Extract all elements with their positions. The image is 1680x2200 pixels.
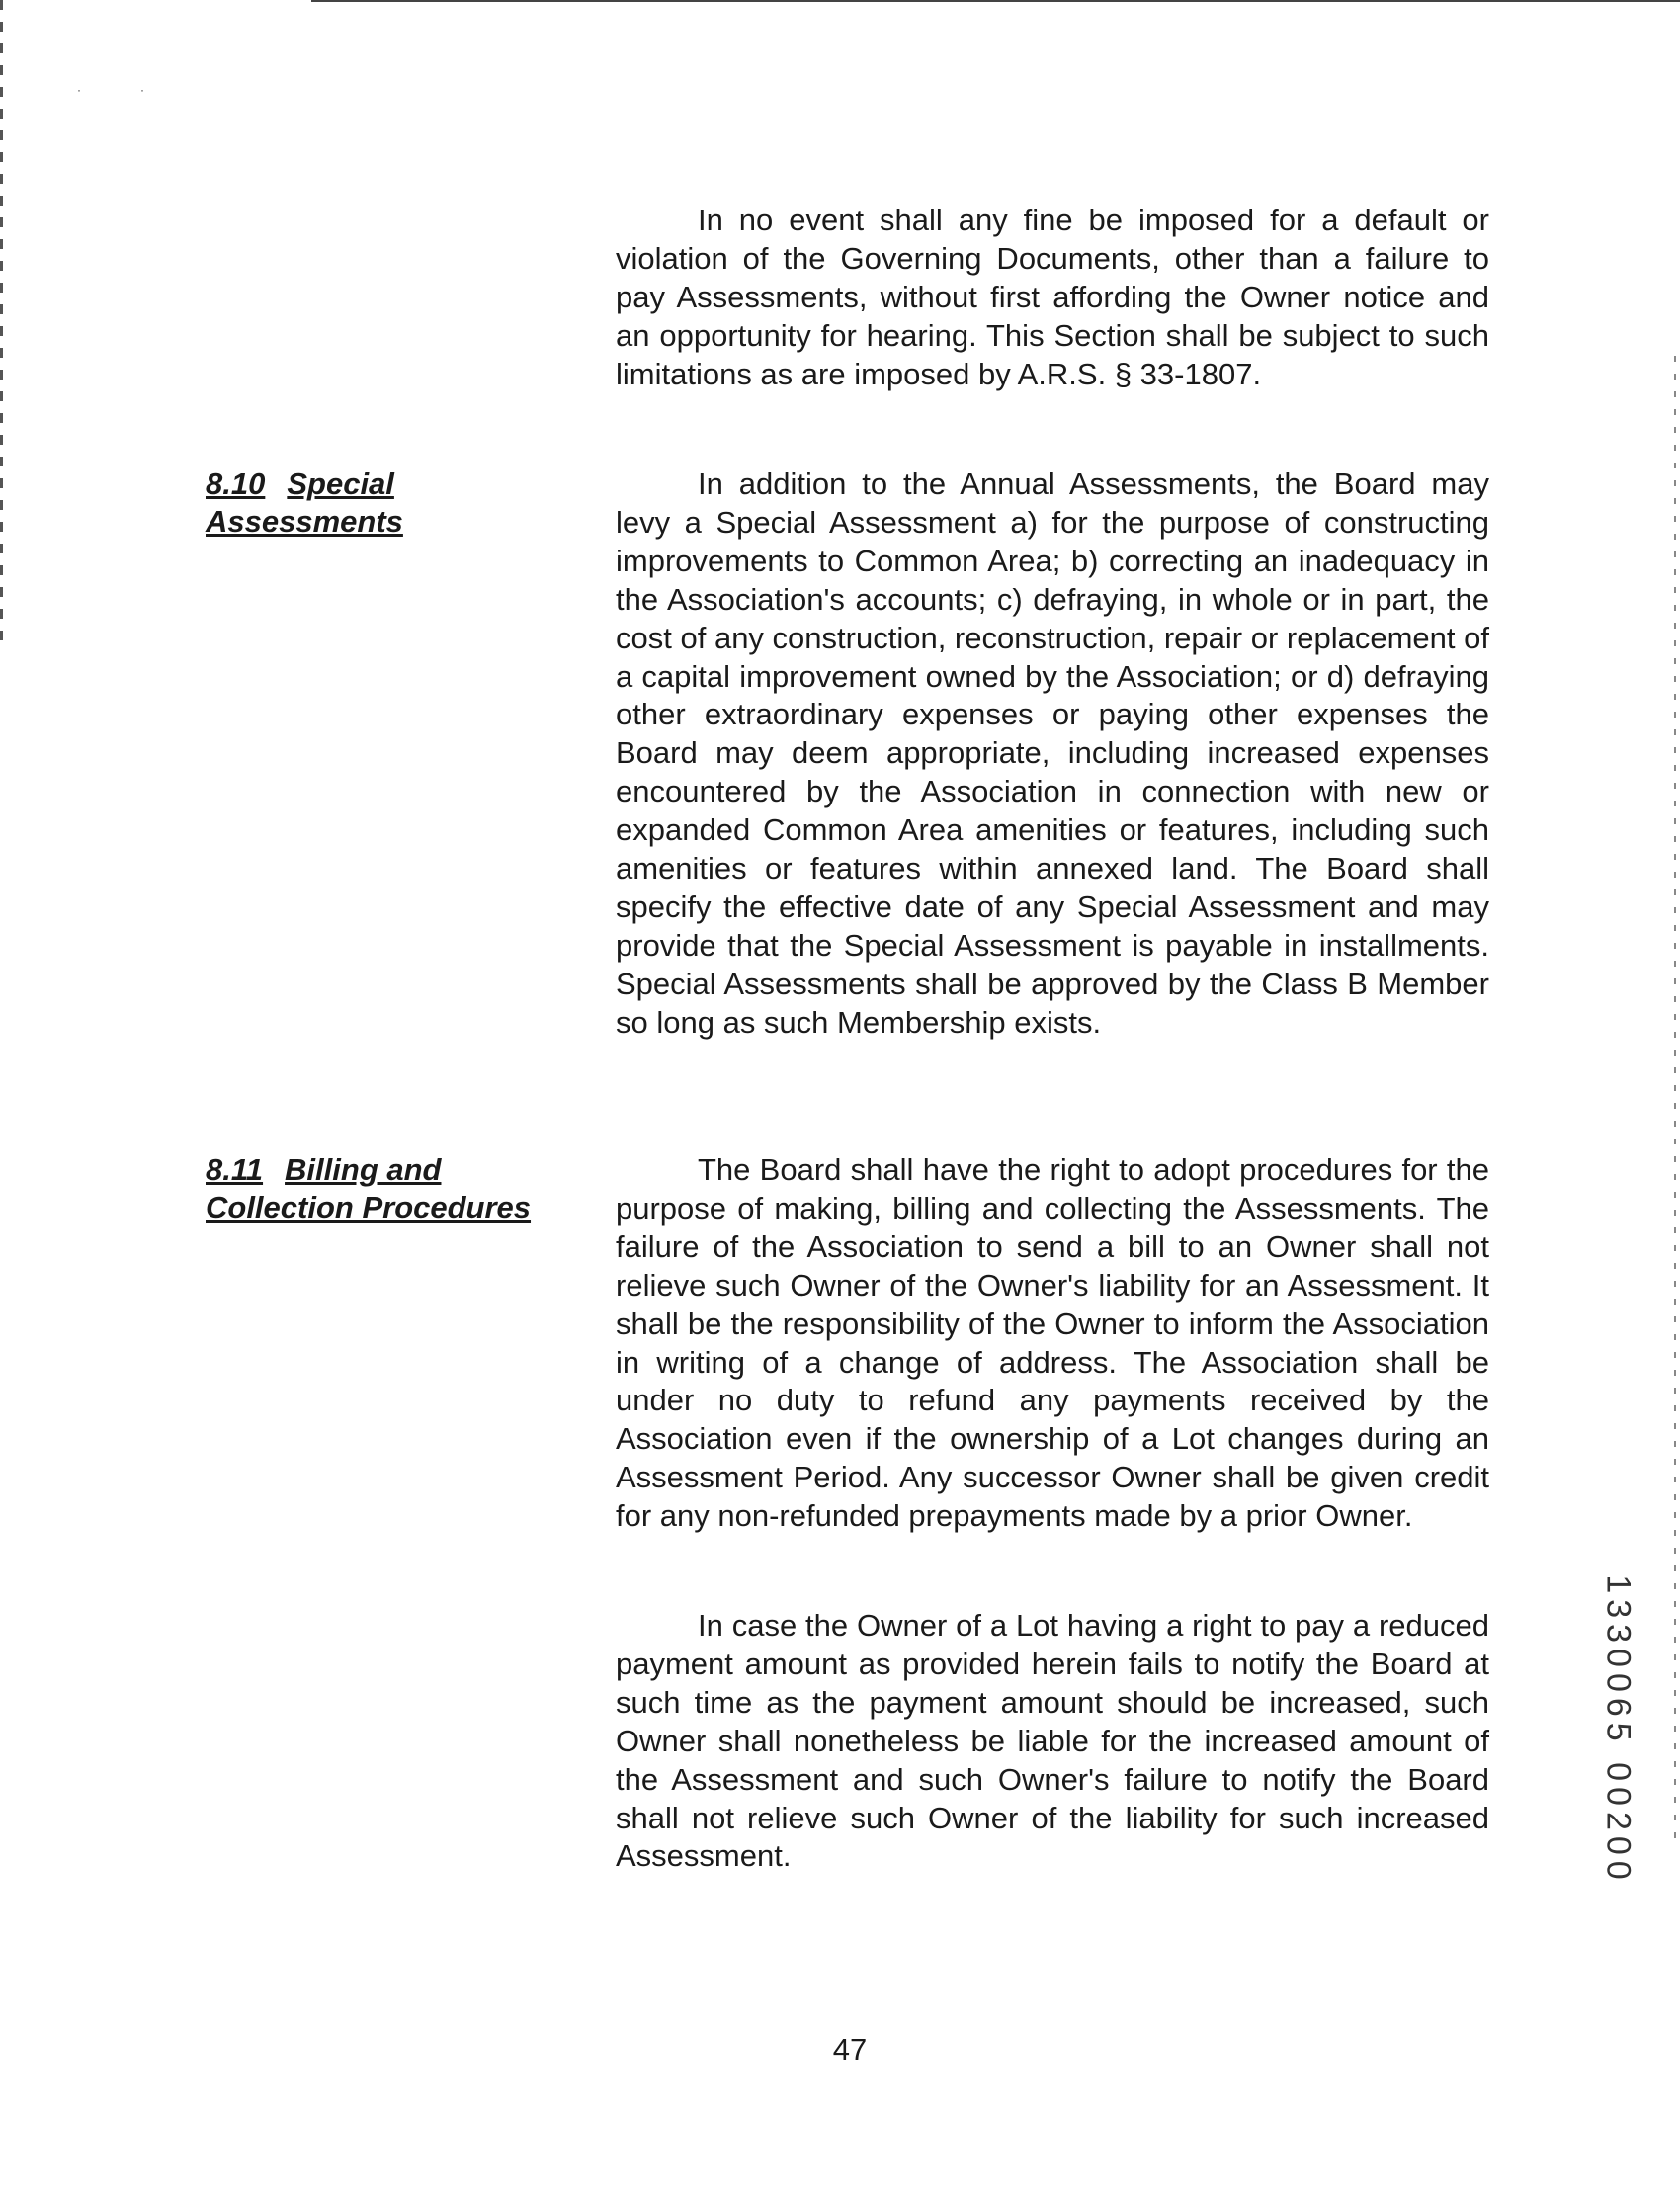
section-number: 8.11 <box>206 1152 264 1187</box>
right-scan-edge <box>1674 356 1676 1838</box>
page-number: 47 <box>832 2032 868 2067</box>
section-heading-8-11 <box>206 1151 581 1227</box>
top-scan-edge <box>311 0 1680 2</box>
section-title: Special Assessments <box>206 466 403 539</box>
special-assessments-paragraph: In addition to the Annual Assessments, the Board may levy a Special Assessment a) for the purpose of constructing improvements to Common Area; b) correcting an inadequacy in the Association's accounts; c) defraying, in whole or in part, the cost of any construction, reconstruction, repair or replacement of a capital improvement owned by the Association; or d) defraying other extraordinary expenses or paying other expenses the Board may deem appropriate, including increased expenses encountered by the Association in connection with new or expanded Common Area amenities or features, including such amenities or features within annexed land. The Board shall specify the effective date of any Special Assessment and may provide that the Special Assessment is payable in installments. Special Assessments shall be approved by the Class B Member so long as such Membership exists. <box>616 466 1489 1040</box>
section-title: Billing and Collection Procedures <box>206 1152 532 1225</box>
bates-stamp <box>1583 1573 1652 1886</box>
intro-paragraph: In no event shall any fine be imposed for a default or violation of the Governing Documents, other than a failure to pay Assessments, without first affording the Owner notice and an opportunity for hearing. This Section shall be subject to such limitations as are imposed by A.R.S. § 33-1807. <box>616 203 1489 391</box>
left-scan-edge <box>0 0 3 652</box>
bates-number: 1330065 00200 <box>1599 1573 1638 1886</box>
billing-paragraph-2: In case the Owner of a Lot having a right to pay a reduced payment amount as provided herein fails to notify the Board at such time as the payment amount should be increased, such Owner shall nonetheless be liable for the increased amount of the Assessment and such Owner's failure to notify the Board shall not relieve such Owner of the liability for such increased Assessment. <box>616 1608 1489 1874</box>
section-heading-8-10 <box>206 465 581 541</box>
scan-specks: ·· <box>77 83 204 97</box>
billing-paragraph-1: The Board shall have the right to adopt procedures for the purpose of making, billing and collecting the Assessments. The failure of the Association to send a bill to an Owner shall not relieve such Owner of the Owner's liability for an Assessment. It shall be the responsibility of the Owner to inform the Association in writing of a change of address. The Association shall be under no duty to refund any payments received by the Association even if the ownership of a Lot changes during an Assessment Period. Any successor Owner shall be given credit for any non-refunded prepayments made by a prior Owner. <box>616 1152 1489 1534</box>
section-number: 8.10 <box>206 466 266 501</box>
